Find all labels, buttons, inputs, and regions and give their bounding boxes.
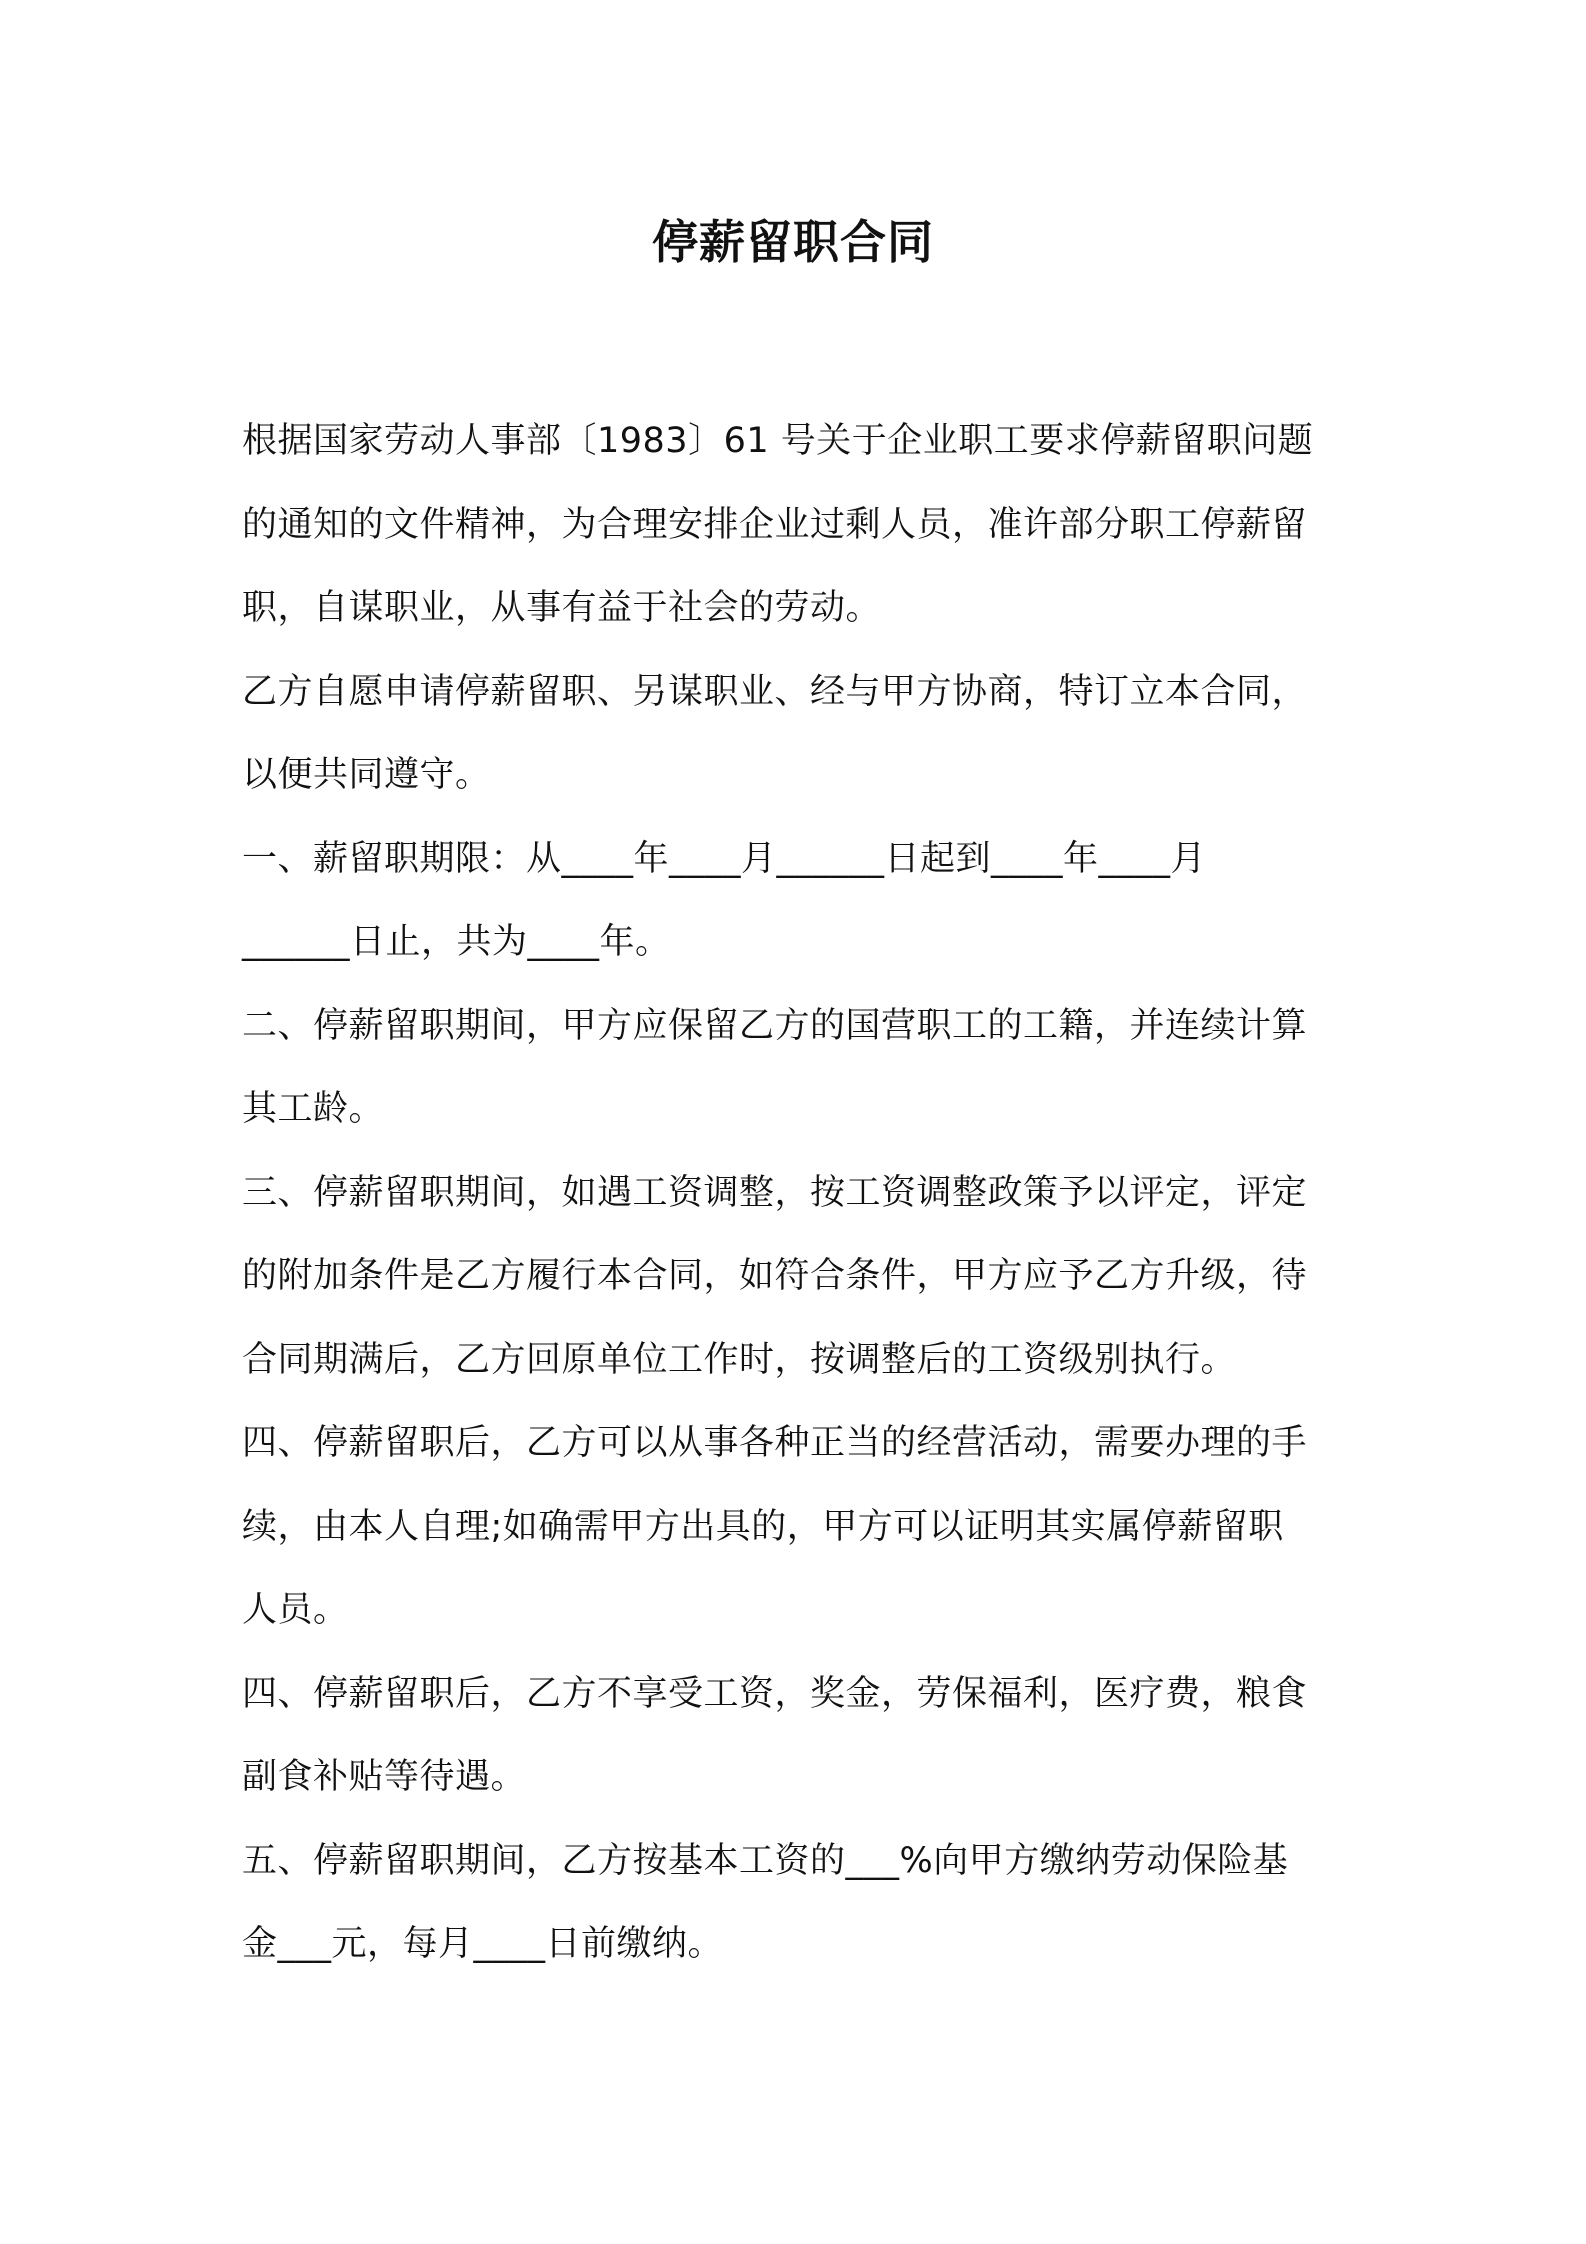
text-line: 四、停薪留职后，乙方不享受工资，奖金，劳保福利，医疗费，粮食 (242, 1673, 1308, 1714)
text-line: 乙方自愿申请停薪留职、另谋职业、经与甲方协商，特订立本合同， (242, 671, 1308, 712)
clause-4b (242, 1653, 1352, 1820)
text-line: 续，由本人自理;如确需甲方出具的，甲方可以证明其实属停薪留职 (242, 1506, 1284, 1547)
text-line: 一、薪留职期限：从____年____月______日起到____年____月 (242, 838, 1207, 879)
clause-3 (242, 1152, 1352, 1403)
text-line: 金___元，每月____日前缴纳。 (242, 1924, 724, 1964)
clause-4a (242, 1402, 1352, 1653)
clause-2 (242, 985, 1352, 1152)
text-line: 四、停薪留职后，乙方可以从事各种正当的经营活动，需要办理的手 (242, 1423, 1308, 1463)
clause-1 (242, 818, 1352, 985)
paragraph-agreement (242, 651, 1352, 818)
text-line: 三、停薪留职期间，如遇工资调整，按工资调整政策予以评定，评定 (242, 1172, 1308, 1213)
text-line: 人员。 (242, 1590, 349, 1630)
text-line: 的附加条件是乙方履行本合同，如符合条件，甲方应予乙方升级，待 (242, 1256, 1308, 1296)
text-line: 合同期满后，乙方回原单位工作时，按调整后的工资级别执行。 (242, 1339, 1237, 1380)
text-line: 以便共同遵守。 (242, 755, 491, 795)
paragraph-preamble (242, 400, 1352, 651)
document-body (242, 400, 1352, 1987)
clause-5 (242, 1820, 1352, 1987)
text-line: 职，自谋职业，从事有益于社会的劳动。 (242, 588, 882, 628)
text-line: 五、停薪留职期间，乙方按基本工资的___%向甲方缴纳劳动保险基 (242, 1840, 1289, 1881)
text-line: 根据国家劳动人事部〔1983〕61 号关于企业职工要求停薪留职问题 (242, 421, 1314, 461)
document-title: 停薪留职合同 (652, 215, 934, 269)
text-line: 的通知的文件精神，为合理安排企业过剩人员，准许部分职工停薪留 (242, 504, 1308, 545)
text-line: 副食补贴等待遇。 (242, 1757, 527, 1797)
text-line: 二、停薪留职期间，甲方应保留乙方的国营职工的工籍，并连续计算 (242, 1005, 1308, 1046)
text-line: ______日止，共为____年。 (242, 922, 671, 962)
text-line: 其工龄。 (242, 1089, 385, 1129)
